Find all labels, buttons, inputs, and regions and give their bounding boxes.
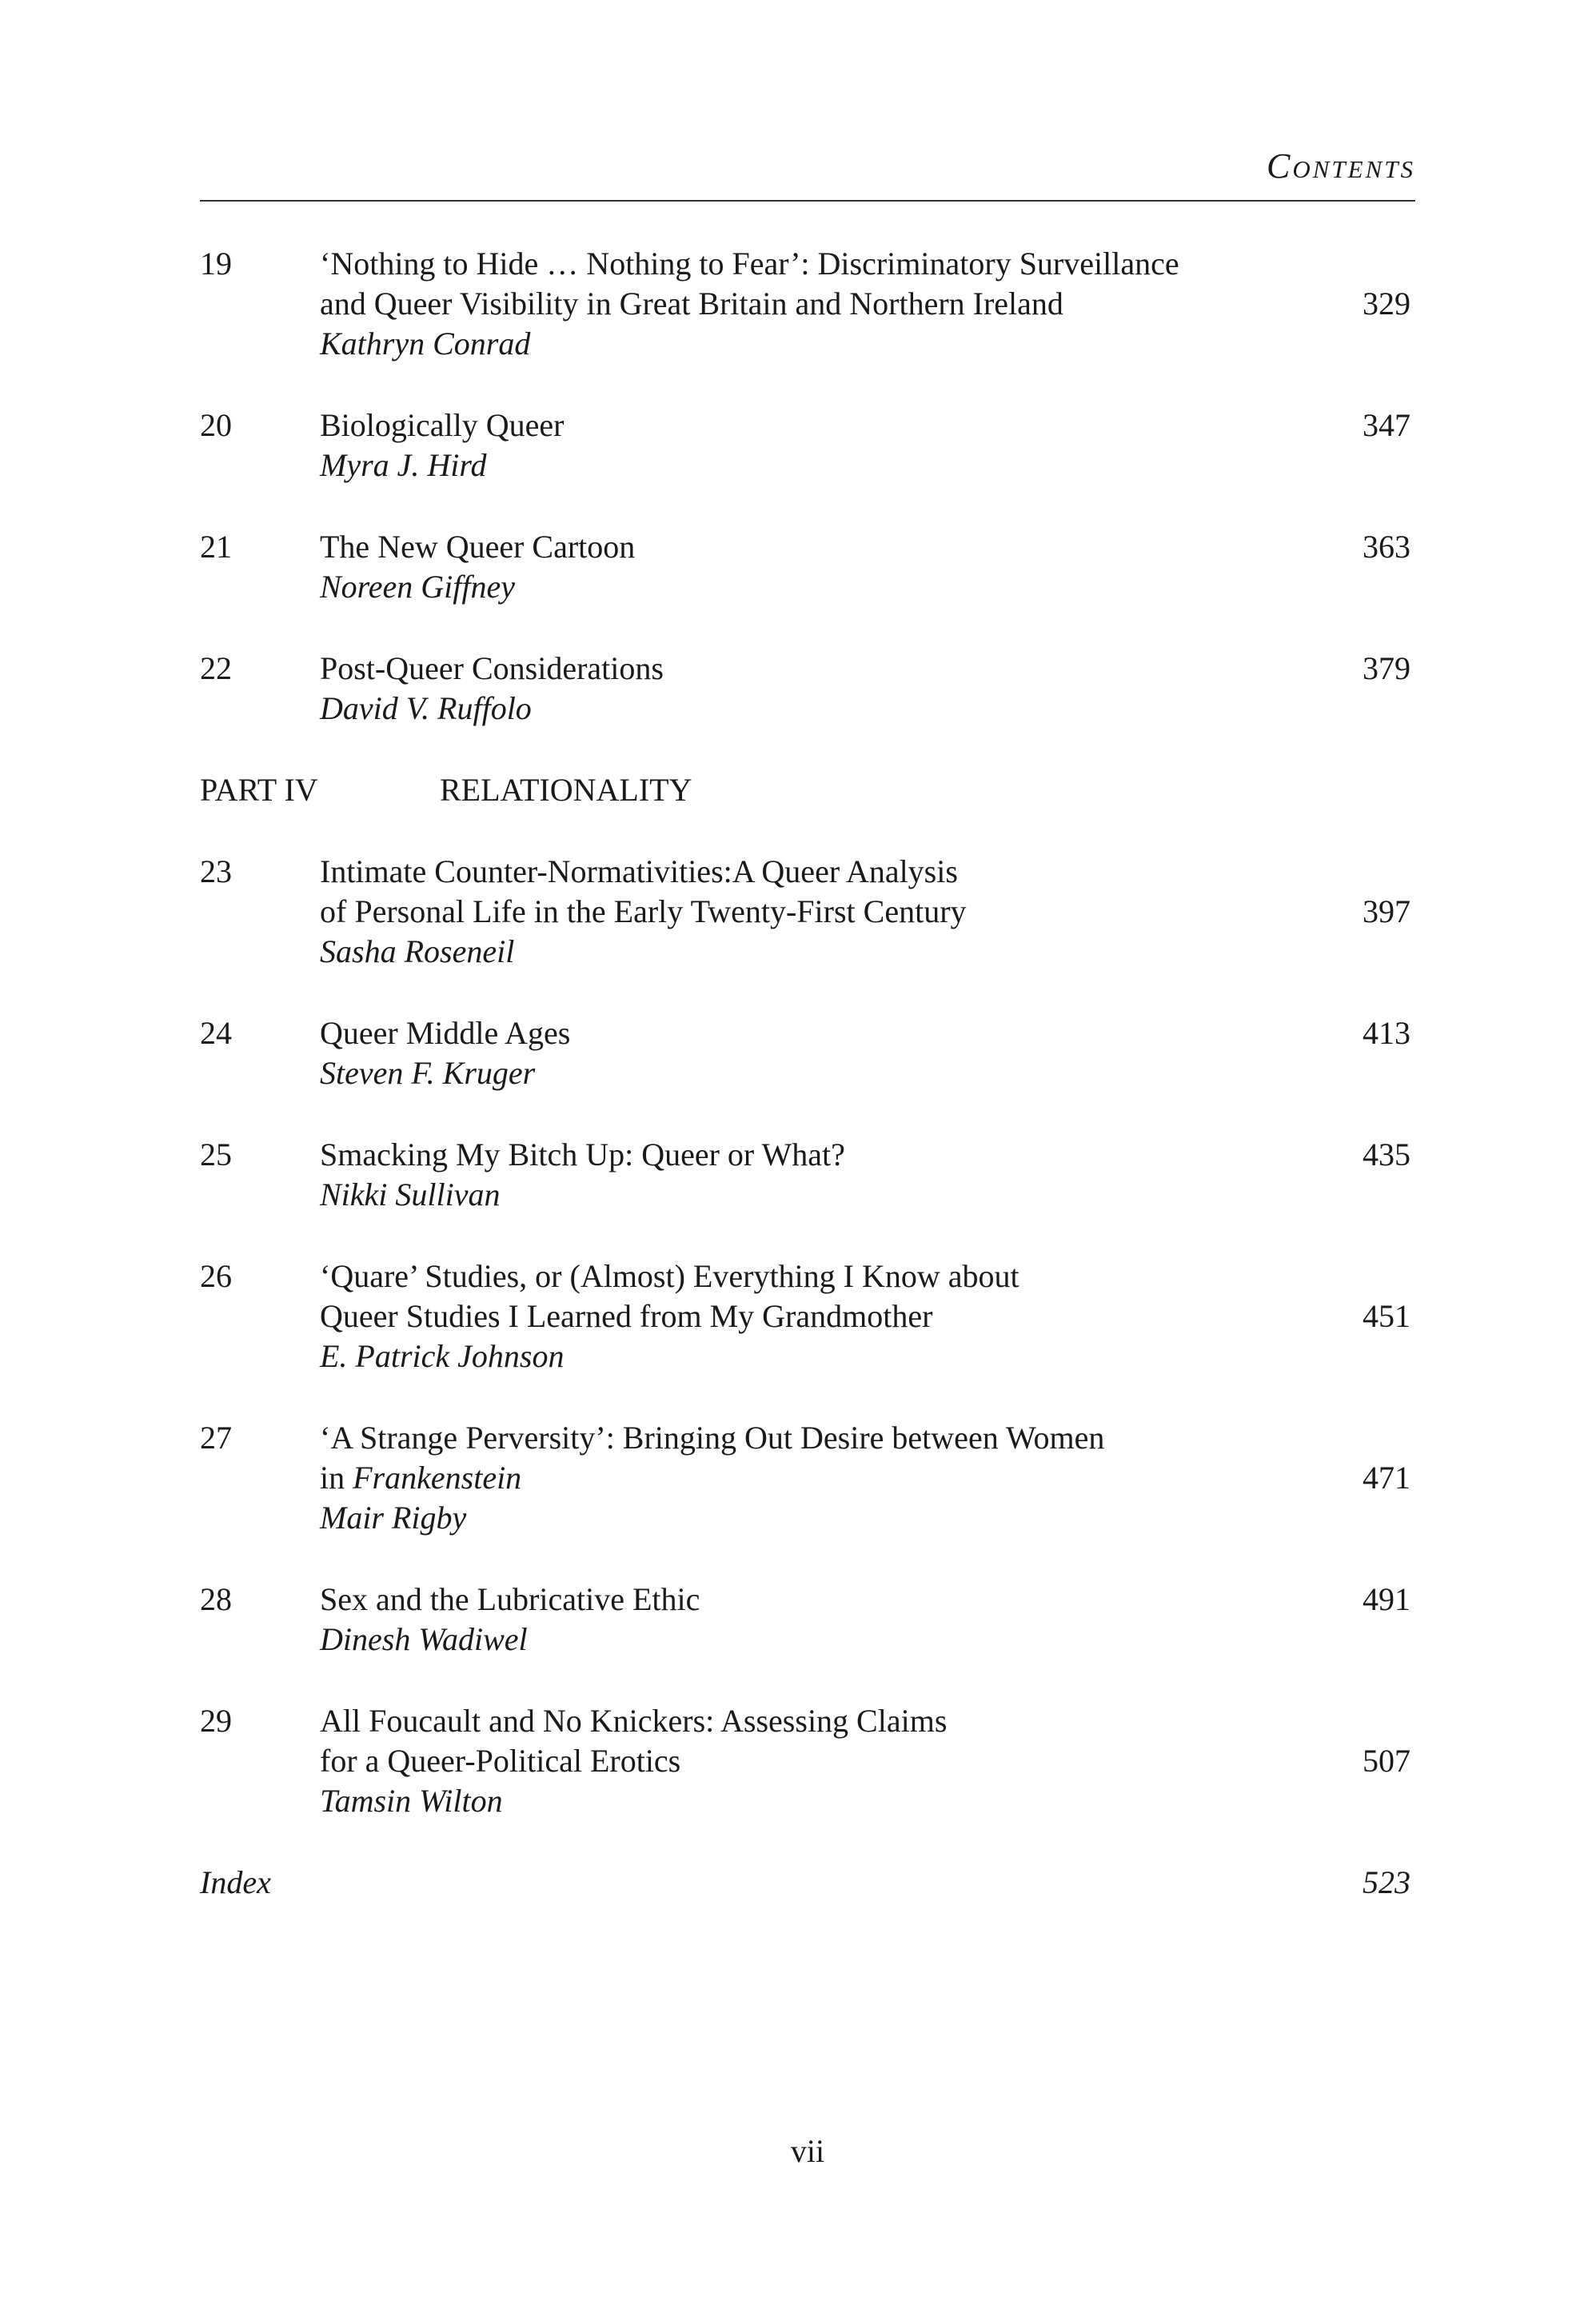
chapter-author: Noreen Giffney — [320, 569, 516, 605]
index-label: Index — [200, 1864, 271, 1900]
chapter-title-line: Intimate Counter-Normativities:A Queer Analysis — [320, 853, 958, 889]
chapter-info — [320, 1013, 1279, 1093]
index-entry — [200, 1863, 1415, 1903]
part-title: RELATIONALITY — [440, 772, 692, 808]
chapter-author: E. Patrick Johnson — [320, 1338, 565, 1374]
chapter-number: 24 — [200, 1015, 232, 1051]
index-page-number: 523 — [1363, 1864, 1410, 1900]
chapter-number: 21 — [200, 529, 232, 565]
chapter-info — [320, 244, 1279, 364]
chapter-author: Mair Rigby — [320, 1500, 467, 1536]
toc-entry — [200, 1580, 1415, 1660]
chapter-author: Sasha Roseneil — [320, 933, 515, 969]
chapter-number: 19 — [200, 246, 232, 282]
toc-entry — [200, 852, 1415, 972]
toc-list — [200, 244, 1415, 1903]
chapter-info — [320, 852, 1279, 972]
chapter-number: 22 — [200, 650, 232, 686]
chapter-title-line: for a Queer-Political Erotics — [320, 1743, 681, 1779]
chapter-info — [320, 527, 1279, 607]
chapter-info — [320, 1418, 1279, 1538]
chapter-author: Tamsin Wilton — [320, 1783, 503, 1819]
chapter-number: 29 — [200, 1703, 232, 1739]
chapter-title-line: Biologically Queer — [320, 407, 565, 443]
chapter-title-line: Sex and the Lubricative Ethic — [320, 1581, 700, 1617]
toc-entry — [200, 1701, 1415, 1821]
toc-entries-group — [200, 852, 1415, 1821]
toc-entry — [200, 527, 1415, 607]
chapter-page-number: 363 — [1363, 529, 1410, 565]
toc-entry — [200, 405, 1415, 485]
chapter-page-number: 491 — [1363, 1581, 1410, 1617]
toc-page — [200, 0, 1415, 2305]
chapter-number: 25 — [200, 1137, 232, 1172]
chapter-title-line: All Foucault and No Knickers: Assessing Claims — [320, 1703, 948, 1739]
chapter-info — [320, 649, 1279, 729]
chapter-number: 27 — [200, 1420, 232, 1456]
chapter-author: David V. Ruffolo — [320, 690, 532, 726]
chapter-page-number: 379 — [1363, 650, 1410, 686]
chapter-title-line: Post-Queer Considerations — [320, 650, 664, 686]
chapter-title-line: and Queer Visibility in Great Britain and Northern Ireland — [320, 286, 1063, 322]
chapter-info — [320, 1256, 1279, 1376]
part-heading — [200, 770, 1415, 810]
chapter-info — [320, 1701, 1279, 1821]
chapter-info — [320, 405, 1279, 485]
chapter-author: Dinesh Wadiwel — [320, 1621, 528, 1657]
chapter-title-line: ‘A Strange Perversity’: Bringing Out Desire between Women — [320, 1420, 1105, 1456]
chapter-author: Kathryn Conrad — [320, 326, 531, 362]
chapter-title-line: in Frankenstein — [320, 1460, 522, 1496]
header-rule — [200, 200, 1415, 202]
chapter-info — [320, 1135, 1279, 1215]
chapter-author: Myra J. Hird — [320, 447, 487, 483]
chapter-page-number: 435 — [1363, 1137, 1410, 1172]
chapter-page-number: 397 — [1363, 893, 1410, 929]
chapter-page-number: 451 — [1363, 1298, 1410, 1334]
chapter-page-number: 329 — [1363, 286, 1410, 322]
chapter-title-line: Queer Middle Ages — [320, 1015, 571, 1051]
chapter-number: 28 — [200, 1581, 232, 1617]
chapter-title-line: Smacking My Bitch Up: Queer or What? — [320, 1137, 845, 1172]
toc-entry — [200, 1013, 1415, 1093]
chapter-title-line: of Personal Life in the Early Twenty-First Century — [320, 893, 967, 929]
chapter-page-number: 413 — [1363, 1015, 1410, 1051]
chapter-info — [320, 1580, 1279, 1660]
chapter-number: 23 — [200, 853, 232, 889]
chapter-page-number: 347 — [1363, 407, 1410, 443]
toc-entry — [200, 649, 1415, 729]
running-head: Contents — [1266, 146, 1415, 186]
toc-entry — [200, 1135, 1415, 1215]
chapter-title-line: Queer Studies I Learned from My Grandmother — [320, 1298, 933, 1334]
page-folio: vii — [790, 2133, 825, 2169]
toc-entry — [200, 1256, 1415, 1376]
chapter-author: Steven F. Kruger — [320, 1055, 536, 1091]
toc-entry — [200, 244, 1415, 364]
chapter-number: 20 — [200, 407, 232, 443]
chapter-page-number: 471 — [1363, 1460, 1410, 1496]
chapter-number: 26 — [200, 1258, 232, 1294]
chapter-title-line: ‘Nothing to Hide … Nothing to Fear’: Discriminatory Surveillance — [320, 246, 1179, 282]
toc-entry — [200, 1418, 1415, 1538]
chapter-page-number: 507 — [1363, 1743, 1410, 1779]
toc-entries-group — [200, 244, 1415, 729]
chapter-title-line: The New Queer Cartoon — [320, 529, 636, 565]
chapter-author: Nikki Sullivan — [320, 1176, 501, 1212]
part-label: PART IV — [200, 772, 318, 808]
chapter-title-line: ‘Quare’ Studies, or (Almost) Everything I Know about — [320, 1258, 1019, 1294]
